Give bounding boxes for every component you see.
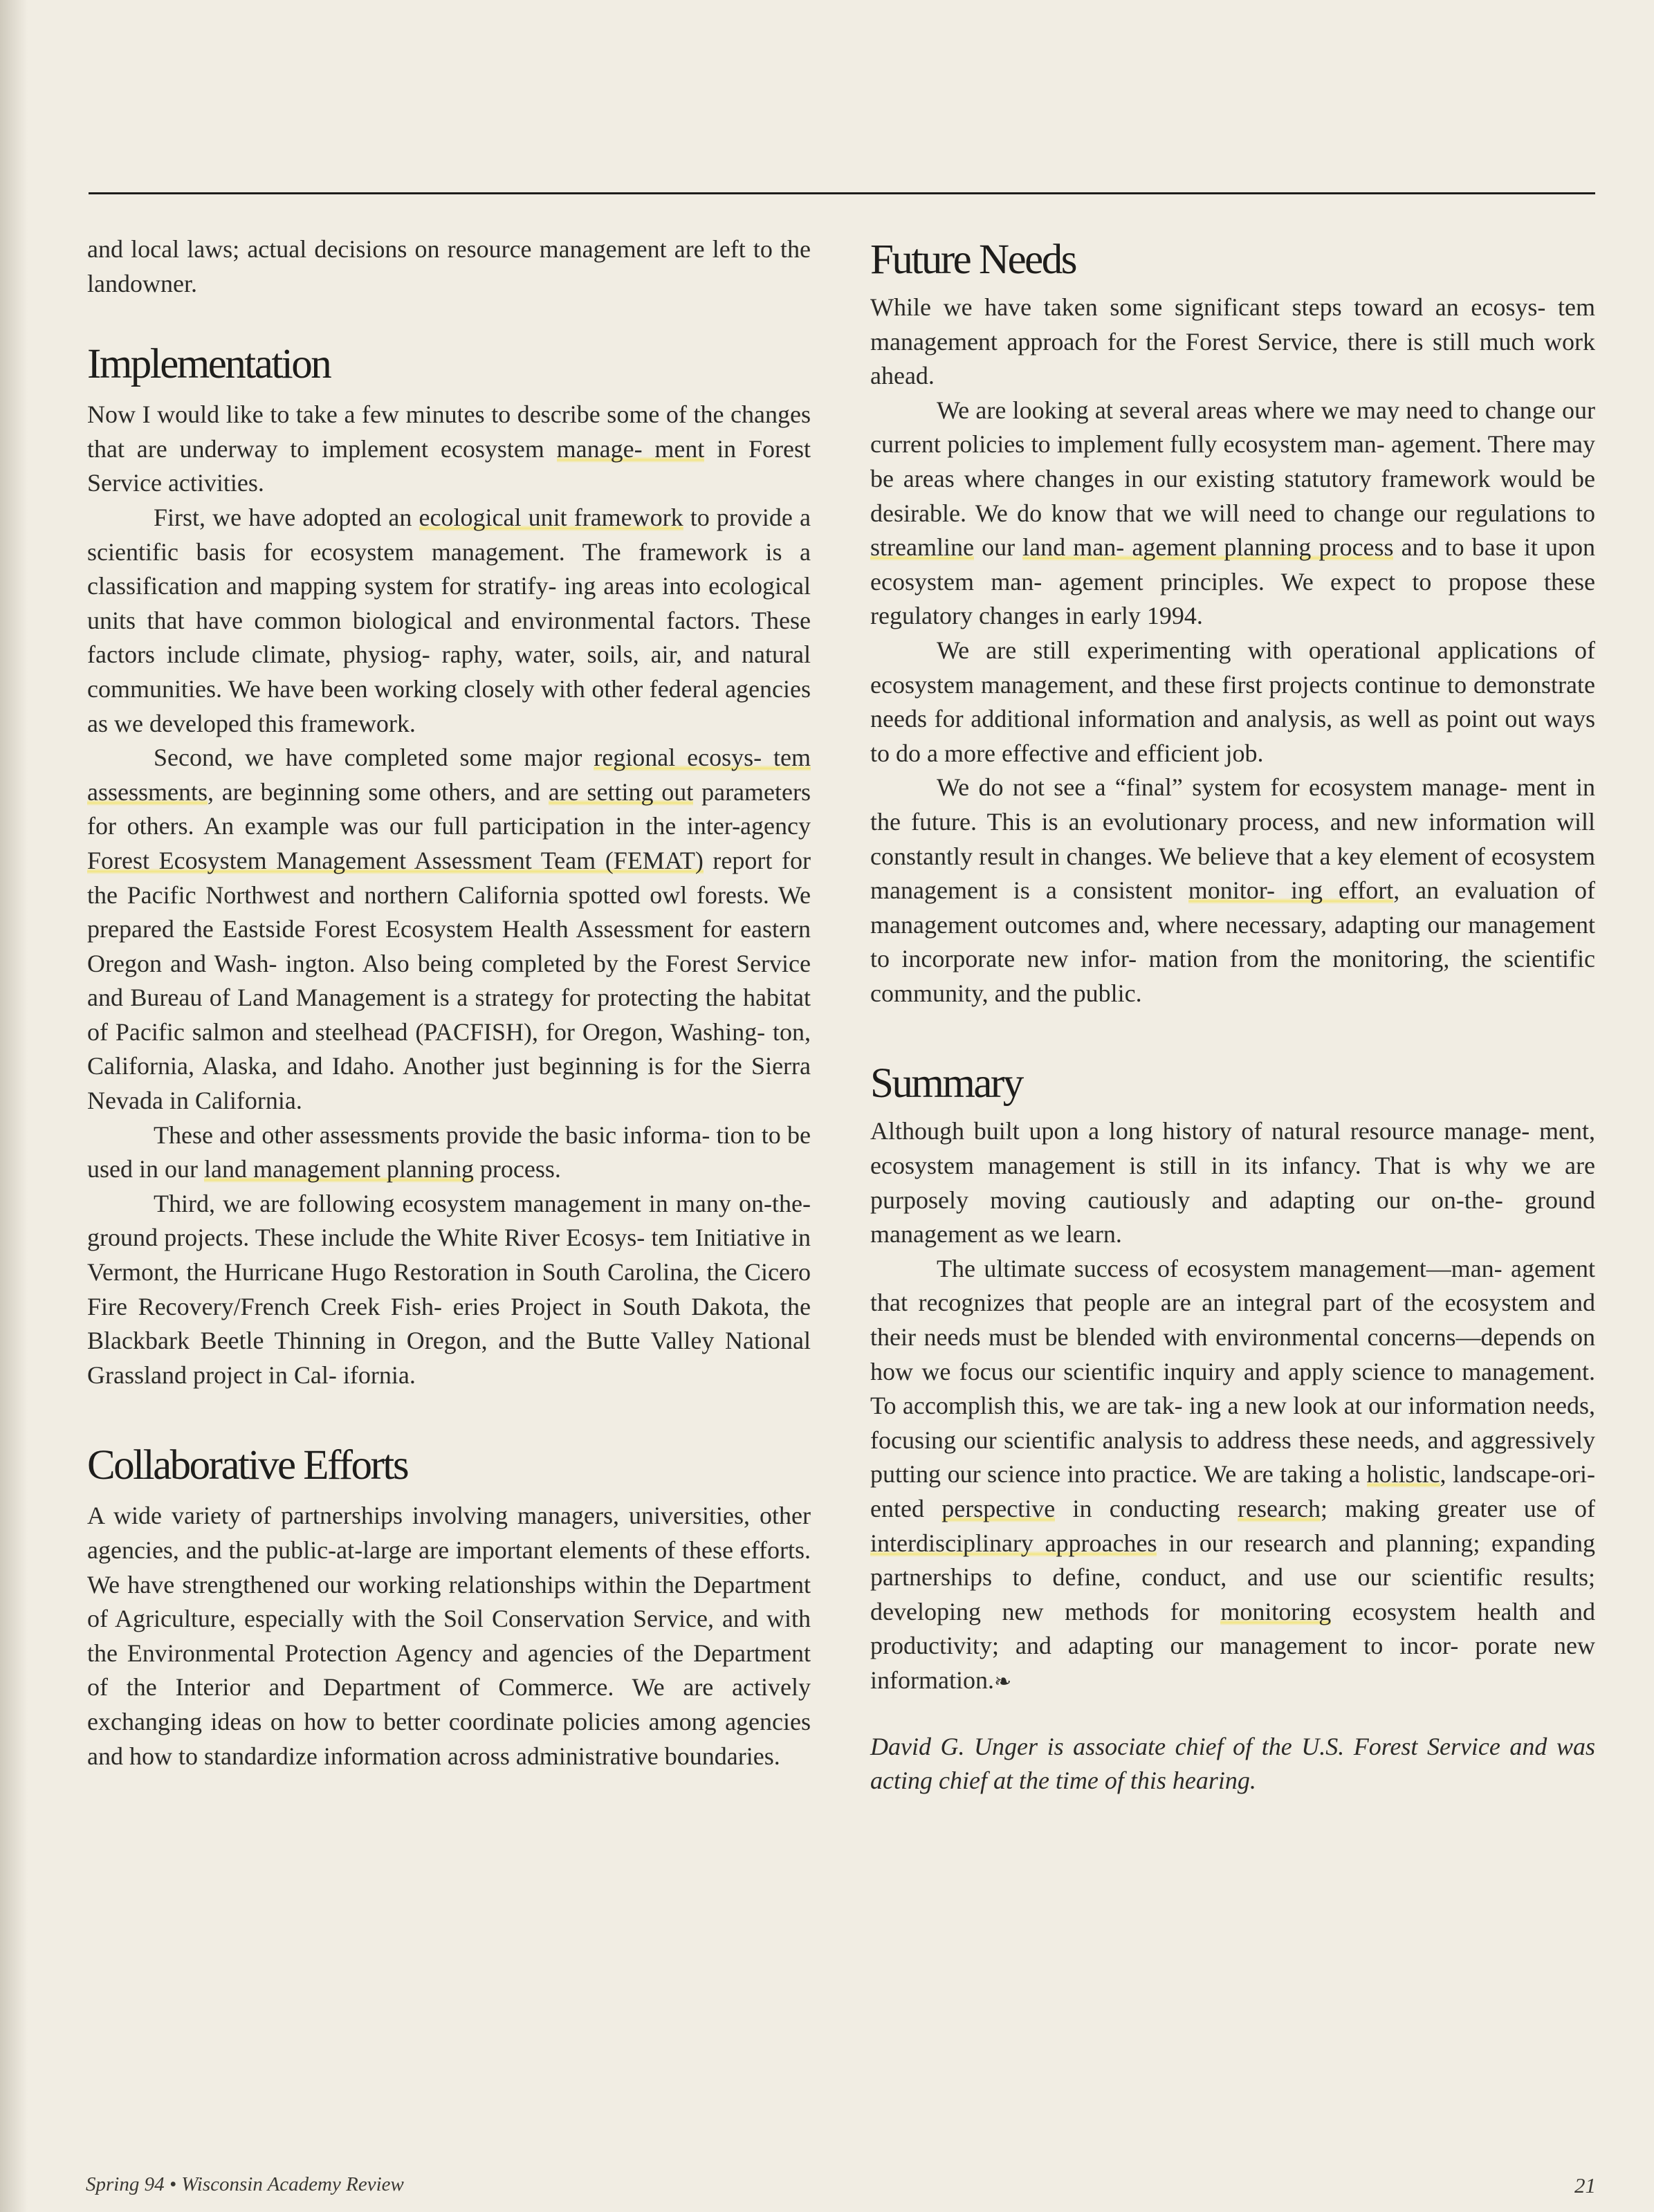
header-rule (89, 192, 1595, 194)
highlight-research: research (1238, 1495, 1321, 1522)
highlight-setting-out: are setting out (548, 777, 694, 806)
highlight-streamline: streamline (870, 533, 974, 562)
highlight-interdisciplinary-approaches: interdisciplinary approaches (870, 1529, 1157, 1557)
left-column (87, 232, 811, 1773)
footer-publication: Spring 94 • Wisconsin Academy Review (86, 2173, 404, 2195)
highlight-management: manage- ment (556, 434, 705, 463)
implementation-paragraph-2: First, we have adopted an ecological unit framework to provide a scientific basis for ecosystem management. The framework is a classification and mapping system for stratify- ing areas into ecological units that have common biological and environmental factors. These factors include climate, physiog- raphy, water, soils, air, and natural communities. We have been working closely with other federal agencies as we developed this framework. (87, 503, 811, 737)
highlight-holistic: holistic (1366, 1460, 1440, 1489)
summary-paragraph-1: Although built upon a long history of natural resource manage- ment, ecosystem management is still in its infancy. That is why we are purposely moving cautiously and adapting our on-the- ground management as we learn. (870, 1117, 1595, 1248)
highlight-femat: Forest Ecosystem Management Assessment Team (FEMAT) (87, 846, 704, 874)
implementation-paragraph-3: Second, we have completed some major regional ecosys- tem assessments, are beginning some others, and are setting out parameters for others. An example was our full participation in the inter-agency Forest Ecosystem Management Assessment Team (FEMAT) report for the Pacific Northwest and northern California spotted owl forests. We prepared the Eastside Forest Ecosystem Health Assessment for eastern Oregon and Wash- ington. Also being completed by the Forest Service and Bureau of Land Management is a strategy for protecting the habitat of Pacific salmon and steelhead (PACFISH), for Oregon, Washing- ton, California, Alaska, and Idaho. Another just beginning is for the Sierra Nevada in California. (87, 744, 811, 1115)
summary-paragraph-2: The ultimate success of ecosystem management—man- agement that recognizes that people are an integral part of the ecosystem and their needs must be blended with environmental concerns—depends on how we focus our scientific inquiry and apply science to management. To accomplish this, we are tak- ing a new look at our information needs, focusing our scientific analysis to address these needs, and aggressively putting our science into practice. We are taking a holistic, landscape-ori- ented perspective in conducting research; making greater use of interdisciplinary approaches in our research and planning; expanding partnerships to define, conduct, and use our scientific results; developing new methods for monitoring ecosystem health and productivity; and adapting our management to incor- porate new information.❧ (870, 1254, 1596, 1694)
heading-implementation: Implementation (87, 341, 331, 388)
highlight-land-management-planning: land management planning (203, 1155, 474, 1183)
highlight-ecological-unit-framework: ecological unit framework (419, 503, 683, 531)
page-number: 21 (1574, 2173, 1596, 2197)
heading-future-needs: Future Needs (870, 237, 1076, 283)
highlight-monitoring-effort: monitor- ing effort (1188, 876, 1394, 905)
heading-summary: Summary (870, 1060, 1022, 1107)
implementation-paragraph-1: Now I would like to take a few minutes to describe some of the changes that are underway to implement ecosystem manage- ment in Forest Service activities. (87, 400, 811, 497)
fleuron-icon: ❧ (993, 1670, 1012, 1693)
collaborative-paragraph: A wide variety of partnerships involving managers, universities, other agencies, and the public-at-large are important elements of these efforts. We have strengthened our working relationships within the Department of Agriculture, especially with the Soil Conservation Service, and with the Environmental Protection Agency and agencies of the Department of the Interior and Department of Commerce. We are actively exchanging ideas on how to better coordinate policies among agencies and how to standardize information across administrative boundaries. (87, 1502, 811, 1770)
author-byline: David G. Unger is associate chief of the U.S. Forest Service and was acting chief at the time of this hearing. (870, 1732, 1595, 1795)
future-paragraph-3: We are still experimenting with operational applications of ecosystem management, and these first projects continue to demonstrate needs for additional information and analysis, as well as point out ways to do a more effective and efficient job. (870, 636, 1595, 767)
future-paragraph-1: While we have taken some significant steps toward an ecosys- tem management approach for the Forest Service, there is still much work ahead. (870, 293, 1595, 390)
intro-paragraph: and local laws; actual decisions on resource management are left to the landowner. (87, 235, 811, 297)
highlight-land-management-planning-process: land man- agement planning process (1022, 533, 1394, 562)
future-paragraph-2: We are looking at several areas where we may need to change our current policies to implement fully ecosystem man- agement. There may be areas where changes in our existing statutory framework would be desirable. We do know that we will need to change our regulations to streamline our land man- agement planning process and to base it upon ecosystem man- agement principles. We expect to propose these regulatory changes in early 1994. (870, 396, 1595, 630)
right-column (870, 232, 1595, 1798)
heading-collaborative-efforts: Collaborative Efforts (87, 1442, 408, 1489)
highlight-monitoring: monitoring (1220, 1597, 1332, 1625)
page-edge-shadow (0, 0, 28, 2212)
implementation-paragraph-5: Third, we are following ecosystem management in many on-the-ground projects. These include the White River Ecosys- tem Initiative in Vermont, the Hurricane Hugo Restoration in South Carolina, the Cicero Fire Recovery/French Creek Fish- eries Project in South Dakota, the Blackbark Beetle Thinning in Oregon, and the Butte Valley National Grassland project in Cal- ifornia. (87, 1189, 811, 1389)
highlight-regional-assessments: regional ecosys- tem assessments (87, 744, 811, 806)
highlight-perspective: perspective (941, 1495, 1056, 1522)
implementation-paragraph-4: These and other assessments provide the basic informa- tion to be used in our land management planning process. (87, 1121, 811, 1183)
future-paragraph-4: We do not see a “final” system for ecosystem manage- ment in the future. This is an evolutionary process, and new information will constantly result in changes. We believe that a key element of ecosystem management is a consistent monitor- ing effort, an evaluation of management outcomes and, where necessary, adapting our management to incorporate new infor- mation from the monitoring, the scientific community, and the public. (870, 773, 1595, 1007)
